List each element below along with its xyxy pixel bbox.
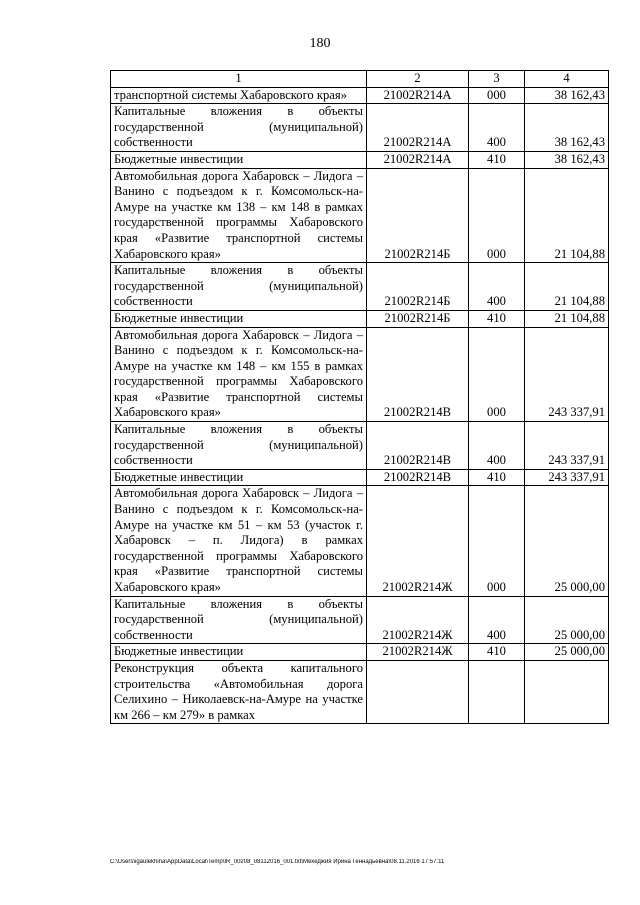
row-name: транспортной системы Хабаровского края»	[111, 87, 367, 104]
table-row	[111, 263, 609, 311]
row-code	[367, 660, 469, 723]
row-name: Капитальные вложения в объекты государственной (муниципальной) собственности	[111, 263, 367, 311]
row-type: 000	[469, 327, 525, 422]
row-type	[469, 660, 525, 723]
row-code: 21002R214А	[367, 151, 469, 168]
row-amount: 38 162,43	[525, 104, 609, 152]
budget-table	[110, 70, 609, 724]
table-row	[111, 486, 609, 596]
table-row	[111, 104, 609, 152]
row-name: Автомобильная дорога Хабаровск – Лидога – Ванино с подъездом к г. Комсомольск-на-Амуре на участке км 148 – км 155 в рамках государственной программы Хабаровского края «Развитие транспортной системы Хабаровского края»	[111, 327, 367, 422]
row-name: Бюджетные инвестиции	[111, 310, 367, 327]
column-header-2: 2	[367, 71, 469, 88]
row-amount	[525, 660, 609, 723]
row-type: 410	[469, 151, 525, 168]
table-row	[111, 168, 609, 263]
row-type: 410	[469, 469, 525, 486]
header-row	[111, 71, 609, 88]
table-row	[111, 310, 609, 327]
row-code: 21002R214Ж	[367, 596, 469, 644]
row-code: 21002R214Ж	[367, 644, 469, 661]
row-amount: 243 337,91	[525, 327, 609, 422]
table-row	[111, 327, 609, 422]
column-header-4: 4	[525, 71, 609, 88]
row-name: Бюджетные инвестиции	[111, 151, 367, 168]
row-code: 21002R214Ж	[367, 486, 469, 596]
row-name: Капитальные вложения в объекты государственной (муниципальной) собственности	[111, 104, 367, 152]
row-amount: 38 162,43	[525, 87, 609, 104]
row-amount: 25 000,00	[525, 486, 609, 596]
row-name: Капитальные вложения в объекты государственной (муниципальной) собственности	[111, 596, 367, 644]
row-type: 410	[469, 310, 525, 327]
row-type: 000	[469, 87, 525, 104]
row-code: 21002R214В	[367, 327, 469, 422]
row-name: Капитальные вложения в объекты государственной (муниципальной) собственности	[111, 422, 367, 470]
row-type: 000	[469, 168, 525, 263]
table-row	[111, 151, 609, 168]
row-amount: 38 162,43	[525, 151, 609, 168]
row-type: 000	[469, 486, 525, 596]
row-amount: 243 337,91	[525, 422, 609, 470]
row-code: 21002R214Б	[367, 310, 469, 327]
row-name: Автомобильная дорога Хабаровск – Лидога – Ванино с подъездом к г. Комсомольск-на-Амуре на участке км 138 – км 148 в рамках государственной программы Хабаровского края «Развитие транспортной системы Хабаровского края»	[111, 168, 367, 263]
row-name: Реконструкция объекта капитального строительства «Автомобильная дорога Селихино – Николаевск-на-Амуре на участке км 266 – км 279» в рамках	[111, 660, 367, 723]
row-amount: 21 104,88	[525, 263, 609, 311]
row-name: Автомобильная дорога Хабаровск – Лидога – Ванино с подъездом к г. Комсомольск-на-Амуре на участке км 51 – км 53 (участок г. Хабаровск – п. Лидога) в рамках государственной программы Хабаровского края «Развитие транспортной системы Хабаровского края»	[111, 486, 367, 596]
table-row	[111, 644, 609, 661]
row-code: 21002R214В	[367, 422, 469, 470]
row-type: 400	[469, 104, 525, 152]
document-footer-path: C:\Users\igaulekhina\AppData\Local\Temp\IR_00208_08112016_001.txt\Мехеджия Ирина Геннадьевна\08.11.2016 17:57:11	[110, 859, 445, 865]
table-row	[111, 660, 609, 723]
row-type: 400	[469, 422, 525, 470]
row-type: 400	[469, 263, 525, 311]
row-code: 21002R214А	[367, 104, 469, 152]
column-header-1: 1	[111, 71, 367, 88]
row-amount: 21 104,88	[525, 310, 609, 327]
row-code: 21002R214Б	[367, 263, 469, 311]
table-row	[111, 469, 609, 486]
row-type: 400	[469, 596, 525, 644]
row-amount: 21 104,88	[525, 168, 609, 263]
row-name: Бюджетные инвестиции	[111, 644, 367, 661]
row-name: Бюджетные инвестиции	[111, 469, 367, 486]
table-row	[111, 596, 609, 644]
table-row	[111, 422, 609, 470]
row-amount: 25 000,00	[525, 596, 609, 644]
row-code: 21002R214В	[367, 469, 469, 486]
table-row	[111, 87, 609, 104]
row-code: 21002R214А	[367, 87, 469, 104]
row-amount: 25 000,00	[525, 644, 609, 661]
page-number: 180	[309, 36, 331, 51]
row-amount: 243 337,91	[525, 469, 609, 486]
row-type: 410	[469, 644, 525, 661]
row-code: 21002R214Б	[367, 168, 469, 263]
column-header-3: 3	[469, 71, 525, 88]
